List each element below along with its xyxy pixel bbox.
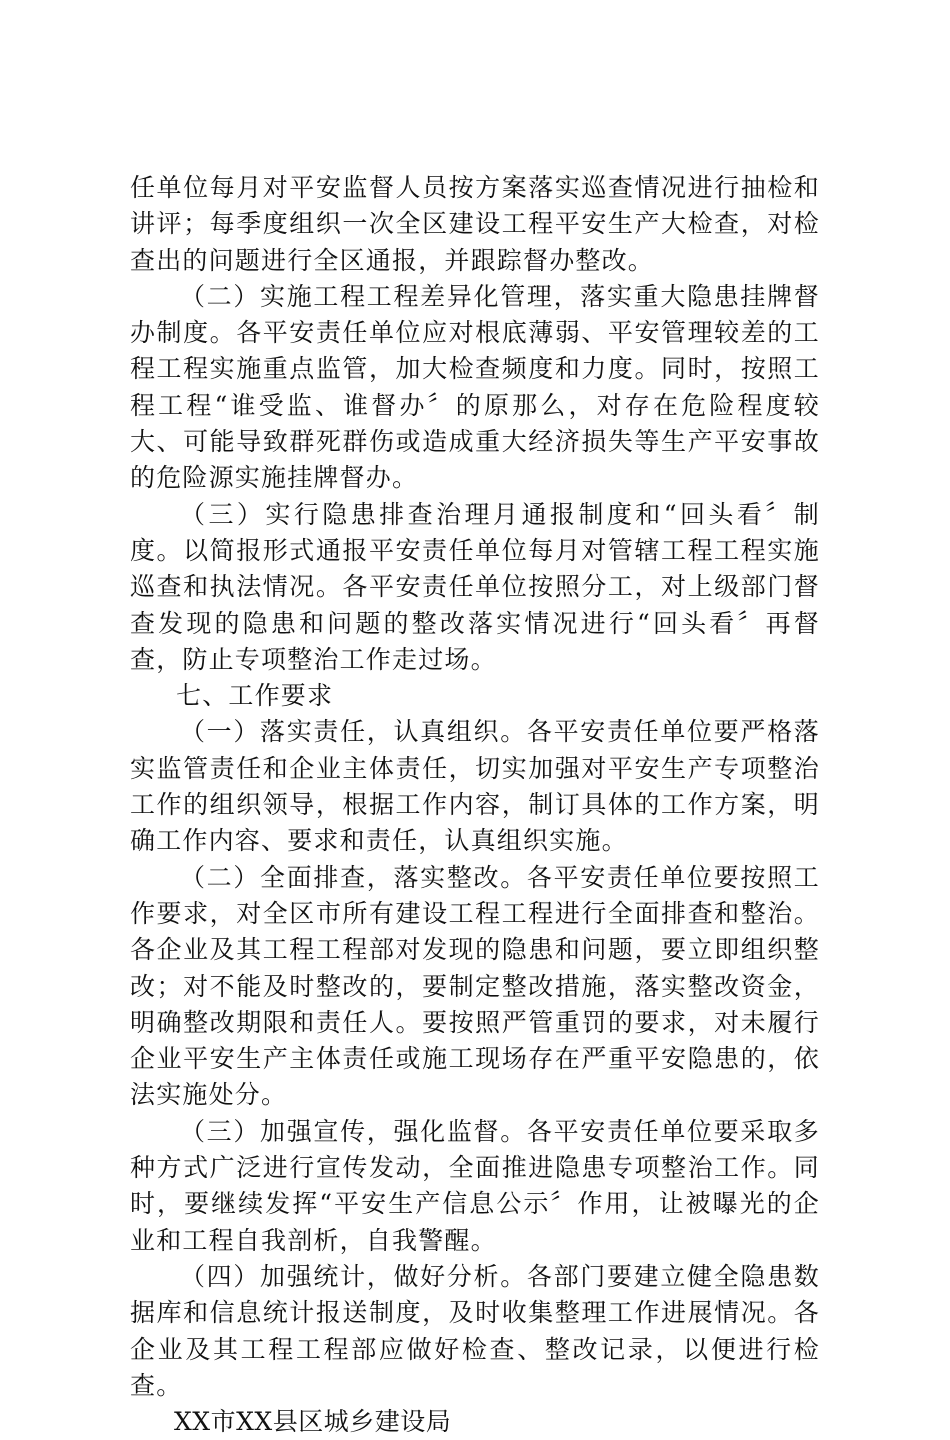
signature-line: XX市XX县区城乡建设局: [174, 1407, 452, 1437]
requirement-2: （二）全面排查，落实整改。各平安责任单位要按照工作要求，对全区市所有建设工程工程进行全面排查和整治。各企业及其工程工程部对发现的隐患和问题，要立即组织整改；对不能及时整改的，要制定整改措施，落实整改资金，明确整改期限和责任人。要按照严管重罚的要求，对未履行企业平安生产主体责任或施工现场存在严重平安隐患的，依法实施处分。: [130, 862, 820, 1110]
paragraph-item-3: （三）实行隐患排查治理月通报制度和“回头看〞制度。以简报形式通报平安责任单位每月对管辖工程工程实施巡查和执法情况。各平安责任单位按照分工，对上级部门督查发现的隐患和问题的整改落实情况进行“回头看〞再督查，防止专项整治工作走过场。: [130, 499, 820, 674]
requirement-4: （四）加强统计，做好分析。各部门要建立健全隐患数据库和信息统计报送制度，及时收集整理工作进展情况。各企业及其工程工程部应做好检查、整改记录，以便进行检查。: [130, 1261, 820, 1400]
requirement-1: （一）落实责任，认真组织。各平安责任单位要严格落实监管责任和企业主体责任，切实加强对平安生产专项整治工作的组织领导，根据工作内容，制订具体的工作方案，明确工作内容、要求和责任，认真组织实施。: [130, 717, 820, 856]
paragraph-item-2: （二）实施工程工程差异化管理，落实重大隐患挂牌督办制度。各平安责任单位应对根底薄弱、平安管理较差的工程工程实施重点监管，加大检查频度和力度。同时，按照工程工程“谁受监、谁督办〞的原那么，对存在危险程度较大、可能导致群死群伤或造成重大经济损失等生产平安事故的危险源实施挂牌督办。: [130, 281, 820, 493]
document-body: [130, 170, 820, 1440]
section-heading-7: 七、工作要求: [176, 681, 334, 711]
requirement-3: （三）加强宣传，强化监督。各平安责任单位要采取多种方式广泛进行宣传发动，全面推进隐患专项整治工作。同时，要继续发挥“平安生产信息公示〞作用，让被曝光的企业和工程自我剖析，自我警醒。: [130, 1116, 820, 1255]
paragraph-continuation: 任单位每月对平安监督人员按方案落实巡查情况进行抽检和讲评；每季度组织一次全区建设工程平安生产大检查，对检查出的问题进行全区通报，并跟踪督办整改。: [130, 173, 820, 275]
